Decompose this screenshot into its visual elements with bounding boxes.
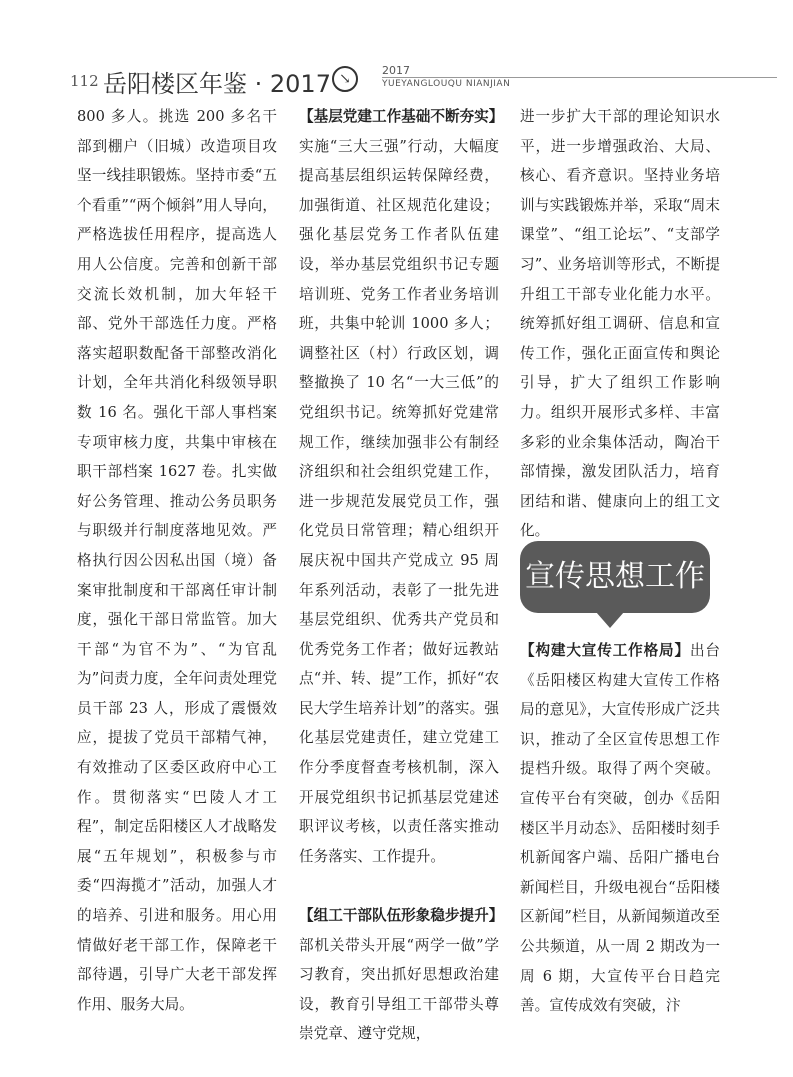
body-text: 800 多人。挑选 200 多名干部到棚户（旧城）改造项目攻坚一线挂职锻炼。坚持市委“五个看重”“两个倾斜”用人导向，严格选拔任用程序，提高选人用人公信度。完善和创新干部交流长效机制，加大年轻干部、党外干部选任力度。严格落实超职数配备干部整改消化计划，全年共消化科级领导职数 16 名。强化干部人事档案专项审核力度，共集中审核在职干部档案 1627 卷。扎实做好公务管理、推动公务员职务与职级并行制度落地见效。严格执行因公因私出国（境）备案审批制度和干部离任审计制度，强化干部日常监管。加大干部“为官不为”、“为官乱为”问责力度，全年问责处理党员干部 23 人，形成了震慑效应，提拔了党员干部精气神，有效推动了区委区政府中心工作。贯彻落实“巴陵人才工程”，制定岳阳楼区人才战略发展“五年规划”，积极参与市委“四海揽才”活动，加强人才的培养、引进和服务。用心用情做好老干部工作，保障老干部待遇，引导广大老干部发挥作用、服务大局。 xyxy=(77,108,277,1013)
body-text: 出台《岳阳楼区构建大宣传工作格局的意见》，大宣传形成广泛共识，推动了全区宣传思想工作提档升级。取得了两个突破。宣传平台有突破，创办《岳阳楼区半月动态》、岳阳楼时刻手机新闻客户端、岳阳广播电台新闻栏目，升级电视台“岳阳楼区新闻”栏目，从新闻频道改至公共频道，从一周 2 期改为一周 6 期，大宣传平台日趋完善。宣传成效有突破，汴 xyxy=(520,642,720,1015)
page-number: 112 xyxy=(70,72,99,90)
section-banner xyxy=(520,541,720,645)
yearbook-title: 岳阳楼区年鉴 · 2017 xyxy=(103,70,331,98)
body-text: 实施“三大三强”行动，大幅度提高基层组织运转保障经费，加强街道、社区规范化建设；强化基层党务工作者队伍建设，举办基层党组织书记专题培训班、党务工作者业务培训班，共集中轮训 1000 多人；调整社区（村）行政区划，调整撤换了 10 名“一大三低”的党组织书记。统筹抓好党建常规工作，继续加强非公有制经济组织和社会组织党建工作，进一步规范发展党员工作，强化党员日常管理；精心组织开展庆祝中国共产党成立 95 周年系列活动，表彰了一批先进基层党组织、优秀共产党员和优秀党务工作者；做好远教站点“并、转、提”工作，抓好“农民大学生培养计划”的落实。强化基层党建责任，建立党建工作分季度督查考核机制，深入开展党组织书记抓基层党建述职评议考核，以责任落实推动任务落实、工作提升。 xyxy=(299,137,499,865)
column-3 xyxy=(520,102,720,546)
column-3-lower xyxy=(520,636,720,1021)
header-rule xyxy=(382,77,777,78)
arrow-circle-icon: ↘ xyxy=(332,66,358,92)
body-text: 部机关带头开展“两学一做”学习教育，突出抓好思想政治建设，教育引导组工干部带头尊崇党章、遵守党规， xyxy=(299,936,499,1043)
body-text: 进一步扩大干部的理论知识水平，进一步增强政治、大局、核心、看齐意识。坚持业务培训与实践锻炼并举，采取“周末课堂”、“组工论坛”、“支部学习”、业务培训等形式，不断提升组工干部专业化能力水平。统筹抓好组工调研、信息和宣传工作，强化正面宣传和舆论引导，扩大了组织工作影响力。组织开展形式多样、丰富多彩的业余集体活动，陶冶干部情操，激发团队活力，培育团结和谐、健康向上的组工文化。 xyxy=(520,108,720,540)
header-year: 2017 xyxy=(382,64,410,77)
header-pinyin: YUEYANGLOUQU NIANJIAN xyxy=(382,79,511,89)
page-header xyxy=(0,60,793,100)
subheading: 【组工干部队伍形象稳步提升】 xyxy=(299,907,504,925)
section-title: 宣传思想工作 xyxy=(520,541,710,613)
subheading: 【基层党建工作基础不断夯实】 xyxy=(299,108,504,125)
column-1 xyxy=(77,102,277,1019)
subheading: 【构建大宣传工作格局】 xyxy=(520,642,690,659)
speech-tail xyxy=(596,612,624,628)
column-2 xyxy=(299,102,504,1049)
